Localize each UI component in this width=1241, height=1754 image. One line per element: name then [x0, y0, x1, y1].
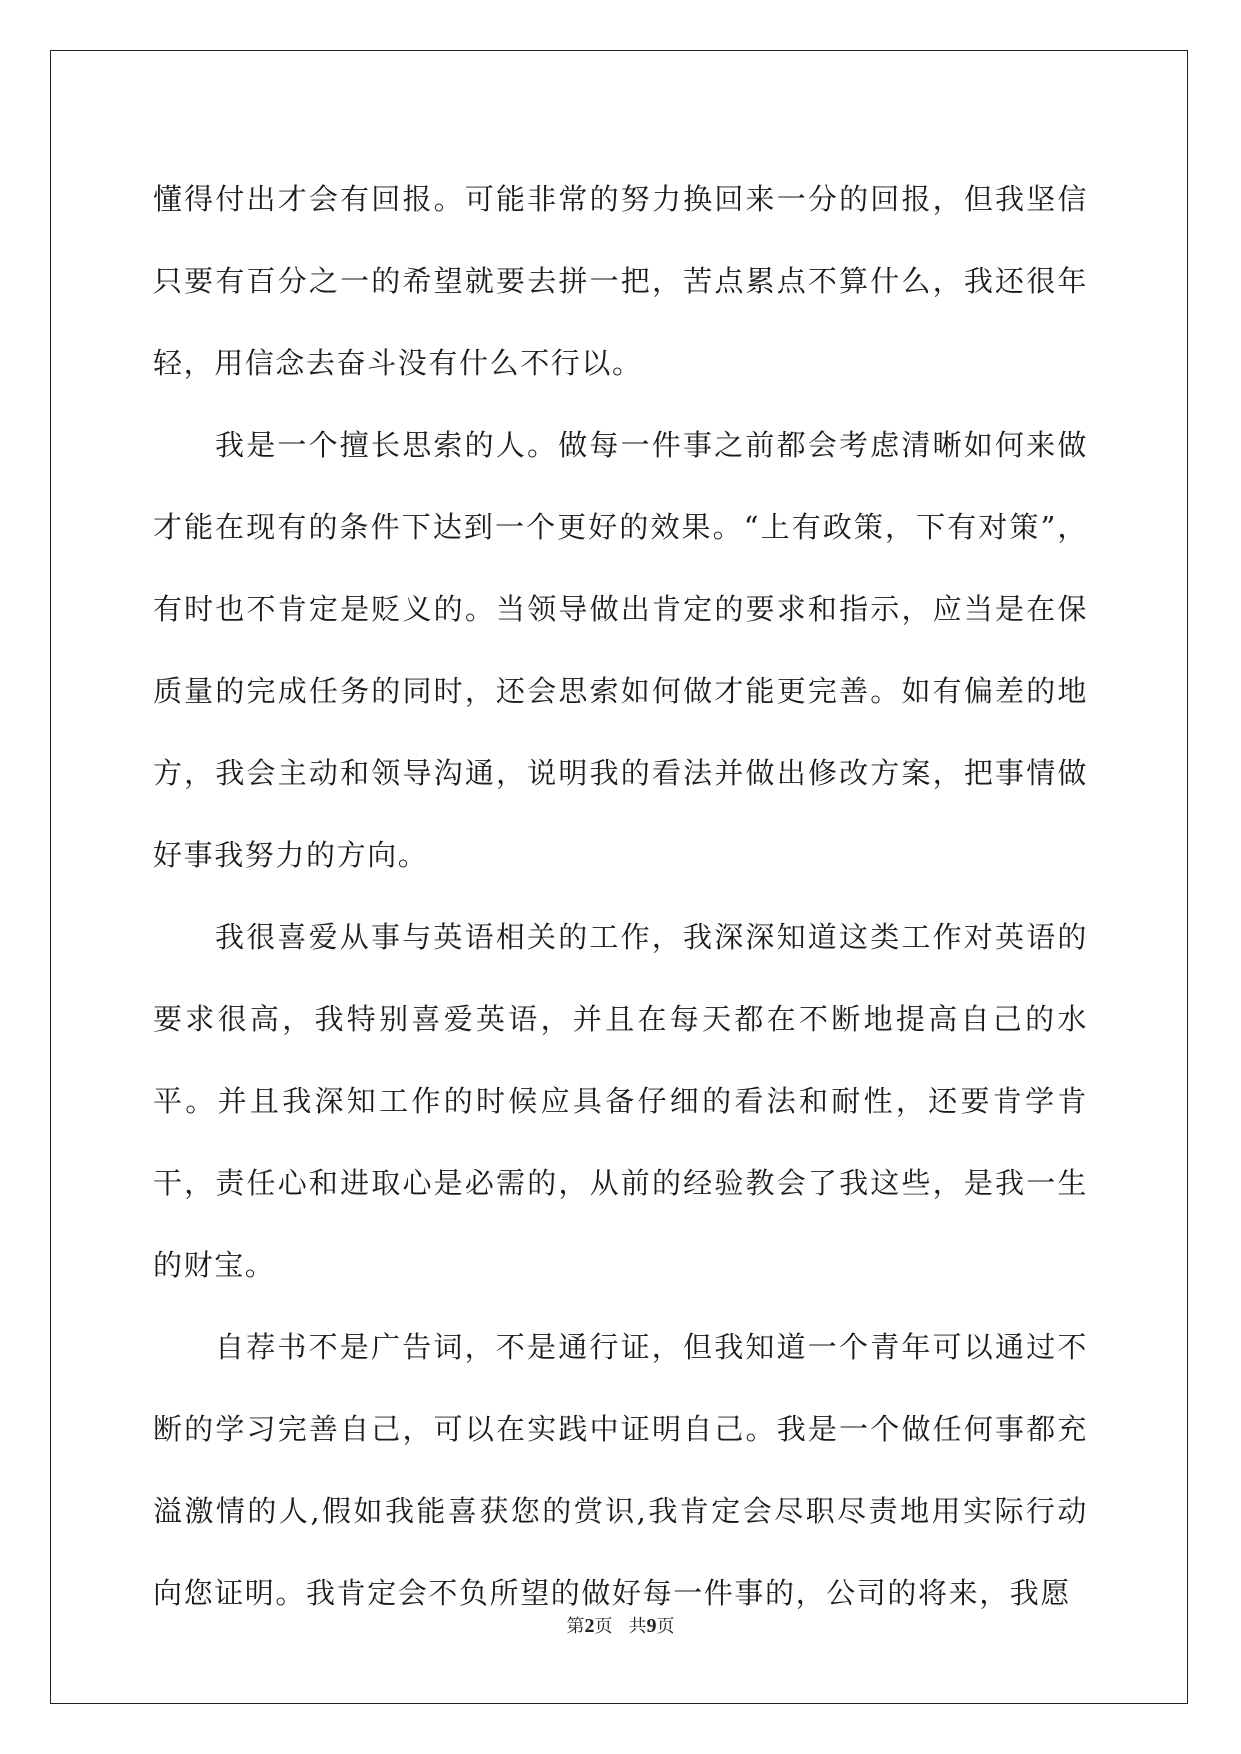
page-number: 2 [584, 1615, 595, 1637]
paragraph-4: 自荐书不是广告词，不是通行证，但我知道一个青年可以通过不断的学习完善自己，可以在实践中证明自己。我是一个做任何事都充溢激情的人,假如我能喜获您的赏识,我肯定会尽职尽责地用实际行动向您证明。我肯定会不负所望的做好每一件事的，公司的将来，我愿 [153, 1330, 1088, 1610]
total-pages: 9 [646, 1615, 657, 1637]
document-body [153, 158, 1088, 1634]
page-prefix: 第 [566, 1616, 585, 1637]
paragraph-3: 我很喜爱从事与英语相关的工作，我深深知道这类工作对英语的要求很高，我特别喜爱英语，并且在每天都在不断地提高自己的水平。并且我深知工作的时候应具备仔细的看法和耐性，还要肯学肯干，责任心和进取心是必需的，从前的经验教会了我这些，是我一生的财宝。 [153, 920, 1088, 1282]
total-prefix: 共 [628, 1616, 647, 1637]
page-suffix: 页 [594, 1616, 613, 1637]
total-suffix: 页 [656, 1616, 675, 1637]
paragraph-1: 懂得付出才会有回报。可能非常的努力换回来一分的回报，但我坚信只要有百分之一的希望就要去拼一把，苦点累点不算什么，我还很年轻，用信念去奋斗没有什么不行以。 [153, 182, 1088, 380]
page-footer [0, 1612, 1241, 1638]
paragraph-2: 我是一个擅长思索的人。做每一件事之前都会考虑清晰如何来做才能在现有的条件下达到一个更好的效果。“上有政策，下有对策”，有时也不肯定是贬义的。当领导做出肯定的要求和指示，应当是在保质量的完成任务的同时，还会思索如何做才能更完善。如有偏差的地方，我会主动和领导沟通，说明我的看法并做出修改方案，把事情做好事我努力的方向。 [153, 428, 1088, 872]
